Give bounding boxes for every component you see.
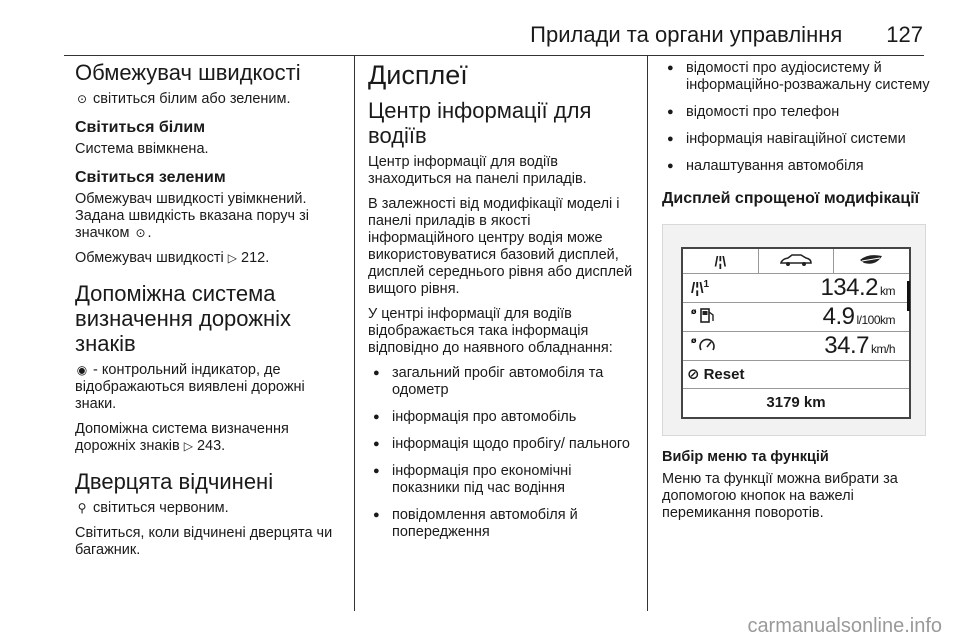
speed-limiter-desc: світиться білим або зеленим. bbox=[93, 91, 291, 107]
column-divider-2 bbox=[647, 56, 648, 611]
list-item: ● інформація про автомобіль bbox=[368, 409, 636, 426]
list-item: ● відомості про телефон bbox=[662, 104, 930, 121]
total-odometer-value: 3179 km bbox=[766, 393, 826, 411]
car-icon bbox=[779, 253, 813, 270]
page-ref-arrow-icon: ▷ bbox=[227, 251, 237, 265]
speed-unit: km/h bbox=[870, 342, 895, 356]
list-item: ● повідомлення автомобіля й попередження bbox=[368, 507, 636, 541]
display-reset-row bbox=[683, 361, 913, 387]
text-door-open: Світиться, коли відчинені дверцята чи багажник. bbox=[75, 525, 333, 558]
speed-limiter-icon: ⊙ bbox=[76, 92, 88, 106]
svg-text:ø: ø bbox=[691, 336, 697, 345]
page-number: 127 bbox=[886, 22, 923, 47]
display-row-speed bbox=[683, 332, 909, 361]
text-dic-location: Центр інформації для водіїв знаходиться на панелі приладів. bbox=[368, 154, 587, 187]
door-open-desc: світиться червоним. bbox=[93, 500, 229, 516]
header-title: Прилади та органи управління bbox=[530, 22, 843, 47]
trip-value: 134.2 bbox=[820, 274, 878, 301]
traffic-sign-desc: - контрольний індикатор, де відображаються виявлені дорожні знаки. bbox=[75, 362, 305, 412]
section-title-displays: Дисплеї bbox=[368, 60, 468, 90]
dic-info-list bbox=[368, 365, 636, 541]
trip-unit: km bbox=[880, 284, 895, 298]
leaf-icon bbox=[858, 253, 886, 270]
reset-label: Reset bbox=[703, 365, 745, 383]
list-item: ● інформація навігаційної системи bbox=[662, 131, 930, 148]
list-item: ● інформація про економічні показники під час водіння bbox=[368, 463, 636, 497]
svg-text:ø: ø bbox=[691, 307, 697, 316]
fuel-value: 4.9 bbox=[822, 303, 855, 330]
display-scrollbar bbox=[907, 281, 910, 311]
page-ref-243[interactable]: 243. bbox=[196, 438, 226, 454]
page-ref-212[interactable]: 212. bbox=[241, 250, 270, 266]
column-3 bbox=[662, 60, 930, 530]
trip-icon: /¦\$^1$ bbox=[691, 279, 710, 297]
list-item: ● інформація щодо пробігу/ пального bbox=[368, 436, 636, 453]
column-1: Обмежувач швидкості ⊙ світиться білим або зеленим. Світиться білим Система ввімкнена. Світиться зеленим Обмежувач швидкості увімкнений. Задана швидкість вказана поруч зі значком ⊙ . Обмежувач швидкості ▷ 212. Допоміжна система визначення дорожніх знаків ◉ - контрольний індикатор, де відображаються виявлені дорожні знаки. Допоміжна система визначення дорожніх знаків ▷ 243. Дверцята відчинені ⚲ світиться червоним. Світиться, коли відчинені дверцята чи багажник. bbox=[75, 60, 347, 567]
display-tab-bar bbox=[683, 249, 909, 274]
speed-value: 34.7 bbox=[824, 332, 869, 359]
speedometer-icon bbox=[683, 335, 751, 357]
page-ref-arrow-icon: ▷ bbox=[183, 439, 193, 453]
speed-limiter-icon: ⊙ bbox=[135, 226, 146, 240]
fuel-unit: l/100km bbox=[856, 313, 895, 327]
text-limiter-ref: Обмежувач швидкості bbox=[75, 250, 224, 266]
page-header bbox=[0, 22, 923, 48]
display-tab-eco bbox=[834, 249, 909, 273]
list-item: ● налаштування автомобіля bbox=[662, 158, 930, 175]
subtitle-green: Світиться зеленим bbox=[75, 169, 226, 186]
display-tab-vehicle bbox=[759, 249, 835, 273]
road-icon: /¦\ bbox=[714, 253, 727, 269]
subtitle-basic-display: Дисплей спрощеної модифікації bbox=[662, 190, 920, 207]
text-dic-variants: В залежності від модифікації моделі і панелі приладів в якості інформаційного центру водія може використовуватися базовий дисплей, дисплей середнього рівня або дисплей вищого рівня. bbox=[368, 196, 633, 297]
column-2 bbox=[368, 60, 636, 551]
display-total-odometer bbox=[683, 388, 909, 415]
subtitle-driver-info: Центр інформації для водіїв bbox=[368, 98, 592, 148]
subtitle-menu-selection: Вибір меню та функцій bbox=[662, 449, 829, 465]
display-illustration bbox=[662, 224, 926, 436]
text-menu-selection: Меню та функції можна вибрати за допомогою кнопок на важелі перемикання поворотів. bbox=[662, 471, 898, 521]
list-item: ● загальний пробіг автомобіля та одометр bbox=[368, 365, 636, 399]
subtitle-white: Світиться білим bbox=[75, 119, 206, 136]
text-dic-contents: У центрі інформації для водіїв відображається така інформація відповідно до наявного обладнання: bbox=[368, 306, 613, 356]
text-system-on: Система ввімкнена. bbox=[75, 141, 209, 157]
section-title-traffic-sign: Допоміжна система визначення дорожніх знаків bbox=[75, 281, 292, 356]
column-divider-1 bbox=[354, 56, 355, 611]
list-item: ● відомості про аудіосистему й інформаційно-розважальну систему bbox=[662, 60, 930, 94]
traffic-sign-icon: ◉ bbox=[76, 363, 88, 377]
section-title-door-open: Дверцята відчинені bbox=[75, 469, 274, 494]
display-tab-trip bbox=[683, 249, 759, 273]
text-traffic-ref: Допоміжна система визначення дорожніх знаків bbox=[75, 421, 289, 454]
section-title-speed-limiter: Обмежувач швидкості bbox=[75, 60, 301, 85]
text-limiter-active: Обмежувач швидкості увімкнений. Задана швидкість вказана поруч зі значком bbox=[75, 191, 309, 241]
header-rule bbox=[64, 55, 924, 56]
check-circle-icon: ⊘ bbox=[687, 366, 700, 383]
display-row-trip bbox=[683, 274, 909, 303]
display-row-fuel bbox=[683, 303, 909, 332]
door-open-icon: ⚲ bbox=[77, 501, 87, 515]
fuel-pump-icon bbox=[683, 306, 751, 328]
watermark: carmanualsonline.info bbox=[747, 615, 942, 637]
dic-info-list-continued bbox=[662, 60, 930, 175]
display-panel bbox=[681, 247, 911, 419]
